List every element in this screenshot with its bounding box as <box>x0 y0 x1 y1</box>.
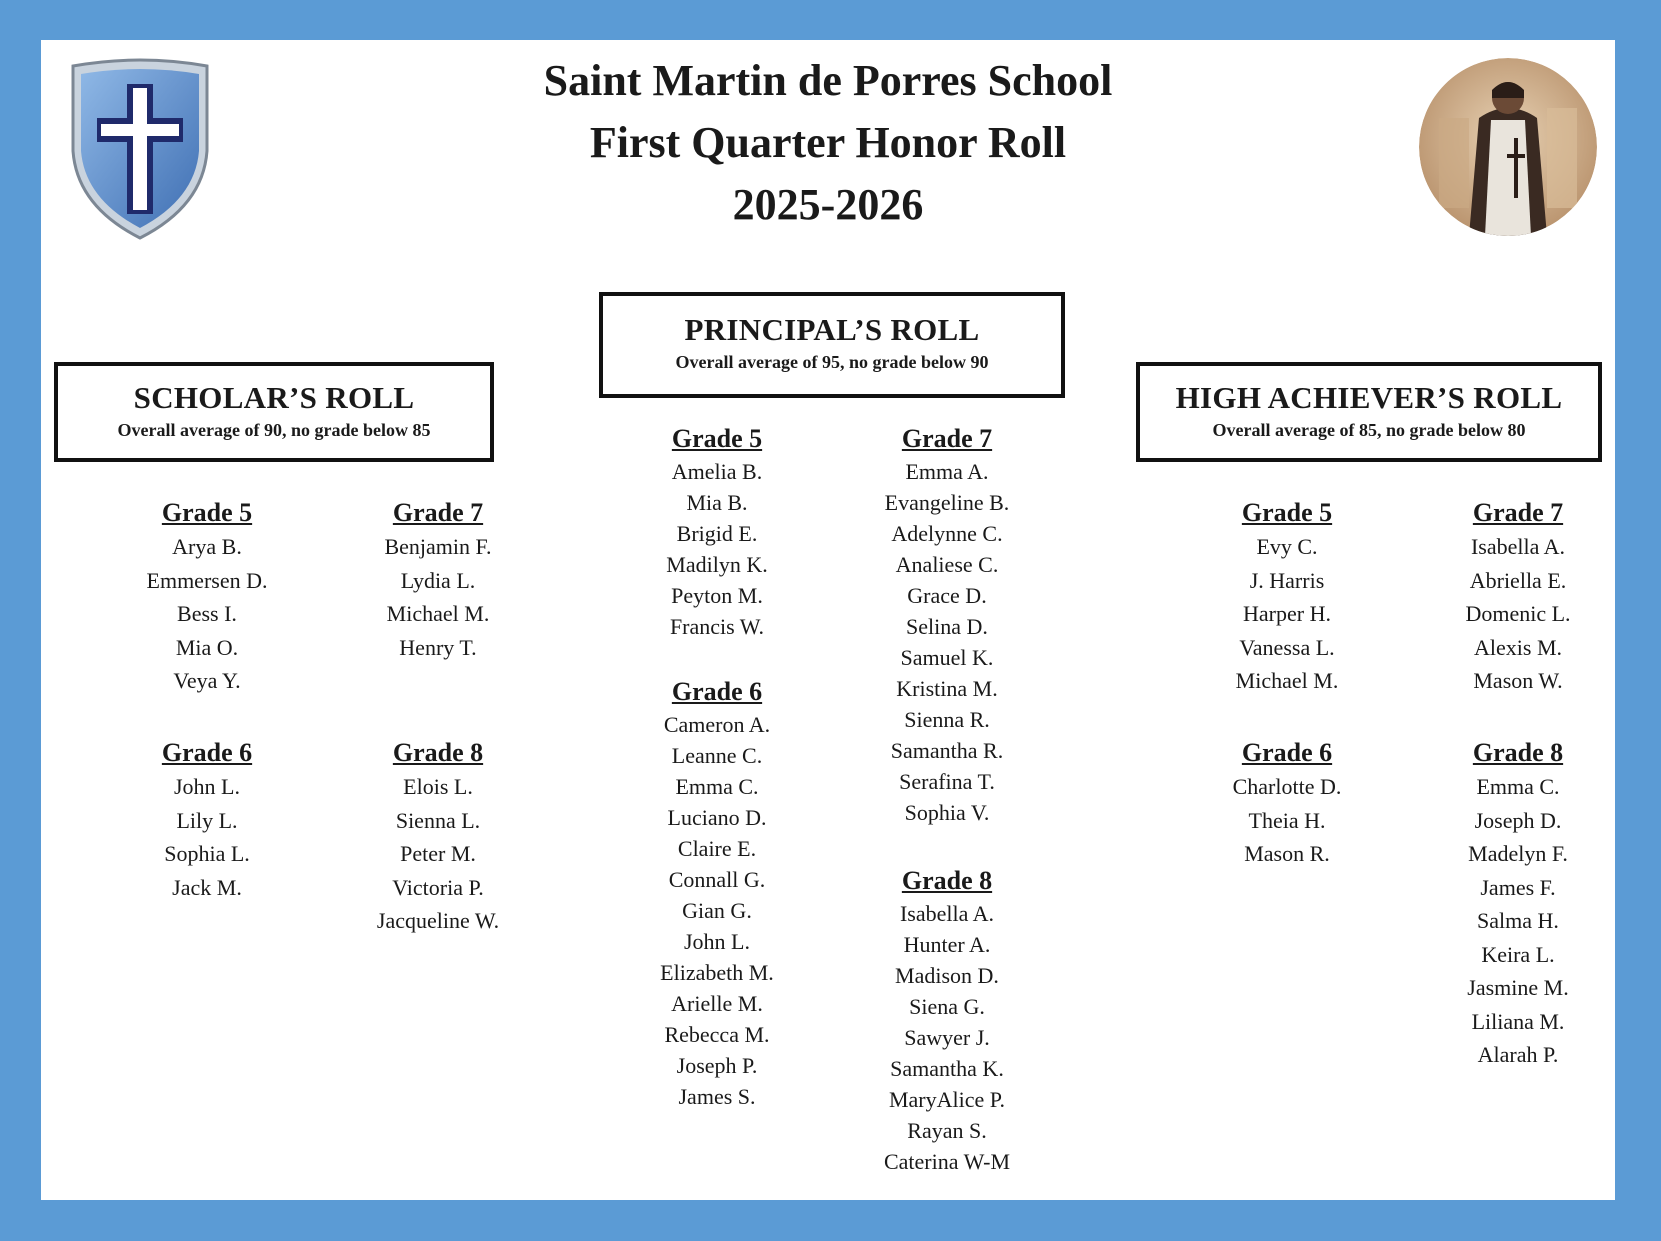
student-name: Kristina M. <box>896 676 998 701</box>
student-name: Leanne C. <box>671 743 763 768</box>
student-name: Rebecca M. <box>664 1022 770 1047</box>
student-name: Jack M. <box>172 874 242 900</box>
roll-title: First Quarter Honor Roll <box>589 118 1067 167</box>
student-name: Elois L. <box>403 774 473 799</box>
scholars-grade8-list <box>338 738 538 938</box>
grade-heading: Grade 7 <box>392 498 484 527</box>
student-name: Mason W. <box>1473 668 1563 693</box>
student-name: Evangeline B. <box>884 490 1010 515</box>
student-name: Isabella A. <box>1470 534 1566 559</box>
school-year: 2025-2026 <box>732 180 924 229</box>
student-name: Samantha R. <box>890 738 1004 763</box>
student-name: James F. <box>1480 874 1556 900</box>
honor-roll-page <box>41 40 1615 1200</box>
student-name: Cameron A. <box>663 712 771 737</box>
student-name: Veya Y. <box>173 668 241 693</box>
saint-portrait-image <box>1419 58 1597 236</box>
student-name: Serafina T. <box>899 769 995 794</box>
student-name: Alarah P. <box>1477 1042 1559 1067</box>
student-name: Henry T. <box>399 634 477 660</box>
principals-roll-box <box>599 292 1065 398</box>
student-name: Sienna L. <box>395 807 481 833</box>
student-name: Domenic L. <box>1465 601 1571 626</box>
student-name: Lily L. <box>176 807 238 833</box>
student-name: Adelynne C. <box>891 521 1003 546</box>
high-achievers-grade8-list <box>1418 738 1618 1072</box>
school-name: Saint Martin de Porres School <box>543 56 1113 105</box>
student-name: Lydia L. <box>400 567 476 593</box>
grade-heading: Grade 5 <box>1241 498 1333 527</box>
high-achievers-grade5-list <box>1187 498 1387 698</box>
student-name: Grace D. <box>907 583 987 608</box>
student-name: Keira L. <box>1481 941 1555 967</box>
student-name: Isabella A. <box>899 901 995 926</box>
scholars-roll-box <box>54 362 494 462</box>
student-name: Abriella E. <box>1469 567 1567 593</box>
student-name: Charlotte D. <box>1232 774 1342 799</box>
student-name: Alexis M. <box>1474 634 1562 660</box>
student-name: Michael M. <box>386 601 490 626</box>
scholars-roll-title: SCHOLAR’S ROLL <box>133 380 415 415</box>
high-achievers-roll-box <box>1136 362 1602 462</box>
scholars-grade6-list <box>107 738 307 904</box>
student-name: Joseph P. <box>676 1053 758 1078</box>
student-name: Arielle M. <box>671 991 763 1016</box>
student-name: Emma C. <box>1476 774 1560 799</box>
student-name: Victoria P. <box>392 874 484 900</box>
student-name: Peter M. <box>400 841 476 866</box>
student-name: Samuel K. <box>900 645 994 670</box>
student-name: MaryAlice P. <box>888 1087 1006 1112</box>
high-achievers-grade7-list <box>1418 498 1618 698</box>
principals-grade5-list <box>617 424 817 642</box>
scholars-roll-criteria: Overall average of 90, no grade below 85 <box>117 420 431 440</box>
principals-roll-title: PRINCIPAL’S ROLL <box>684 312 980 347</box>
principals-roll-criteria: Overall average of 95, no grade below 90 <box>675 352 989 372</box>
student-name: Joseph D. <box>1474 807 1562 833</box>
grade-heading: Grade 8 <box>1472 738 1564 767</box>
student-name: Michael M. <box>1235 668 1339 693</box>
student-name: Emma C. <box>675 774 759 799</box>
student-name: Rayan S. <box>907 1118 987 1143</box>
student-name: Salma H. <box>1477 908 1559 933</box>
student-name: Sawyer J. <box>904 1025 990 1050</box>
grade-heading: Grade 7 <box>901 424 993 453</box>
student-name: Madilyn K. <box>666 552 768 577</box>
student-name: Theia H. <box>1248 807 1326 833</box>
grade-heading: Grade 6 <box>1241 738 1333 767</box>
student-name: Sienna R. <box>904 707 990 732</box>
student-name: Claire E. <box>677 836 757 861</box>
student-name: Mia O. <box>175 634 239 660</box>
student-name: J. Harris <box>1249 567 1325 593</box>
student-name: Jacqueline W. <box>376 908 500 933</box>
student-name: John L. <box>174 774 240 799</box>
high-achievers-roll-criteria: Overall average of 85, no grade below 80 <box>1212 420 1526 440</box>
student-name: Bess I. <box>177 601 237 626</box>
student-name: Selina D. <box>906 614 988 639</box>
grade-heading: Grade 7 <box>1472 498 1564 527</box>
student-name: Hunter A. <box>903 932 991 957</box>
student-name: John L. <box>684 929 750 954</box>
student-name: Emma A. <box>905 459 989 484</box>
student-name: Sophia V. <box>904 800 990 825</box>
student-name: Emmersen D. <box>146 567 268 593</box>
scholars-grade7-list <box>338 498 538 664</box>
student-name: Gian G. <box>682 898 752 923</box>
student-name: Elizabeth M. <box>660 960 774 985</box>
student-name: Madelyn F. <box>1468 841 1568 866</box>
student-name: Arya B. <box>172 534 242 559</box>
grade-heading: Grade 8 <box>901 866 993 895</box>
student-name: Harper H. <box>1243 601 1331 626</box>
student-name: Brigid E. <box>676 521 758 546</box>
student-name: Caterina W-M <box>883 1149 1011 1174</box>
student-name: Peyton M. <box>671 583 763 608</box>
high-achievers-roll-title: HIGH ACHIEVER’S ROLL <box>1175 380 1563 415</box>
header-title <box>41 50 1615 236</box>
student-name: Siena G. <box>909 994 985 1019</box>
student-name: Samantha K. <box>890 1056 1004 1081</box>
student-name: Mason R. <box>1244 841 1330 866</box>
student-name: Sophia L. <box>164 841 250 866</box>
grade-heading: Grade 5 <box>161 498 253 527</box>
scholars-grade5-list <box>107 498 307 698</box>
student-name: Liliana M. <box>1471 1008 1565 1034</box>
grade-heading: Grade 5 <box>671 424 763 453</box>
student-name: Vanessa L. <box>1239 634 1335 660</box>
student-name: Madison D. <box>895 963 999 988</box>
student-name: Luciano D. <box>667 805 767 830</box>
student-name: Francis W. <box>669 614 765 639</box>
student-name: Jasmine M. <box>1467 975 1569 1000</box>
principals-grade8-list <box>847 866 1047 1177</box>
grade-heading: Grade 6 <box>671 677 763 706</box>
student-name: Amelia B. <box>671 459 763 484</box>
principals-grade6-list <box>617 677 817 1112</box>
student-name: Analiese C. <box>895 552 999 577</box>
grade-heading: Grade 8 <box>392 738 484 767</box>
student-name: Evy C. <box>1256 534 1318 559</box>
student-name: Connall G. <box>668 867 766 892</box>
student-name: James S. <box>678 1084 756 1109</box>
high-achievers-grade6-list <box>1187 738 1387 871</box>
student-name: Mia B. <box>686 490 748 515</box>
principals-grade7-list <box>847 424 1047 828</box>
grade-heading: Grade 6 <box>161 738 253 767</box>
student-name: Benjamin F. <box>384 534 492 559</box>
